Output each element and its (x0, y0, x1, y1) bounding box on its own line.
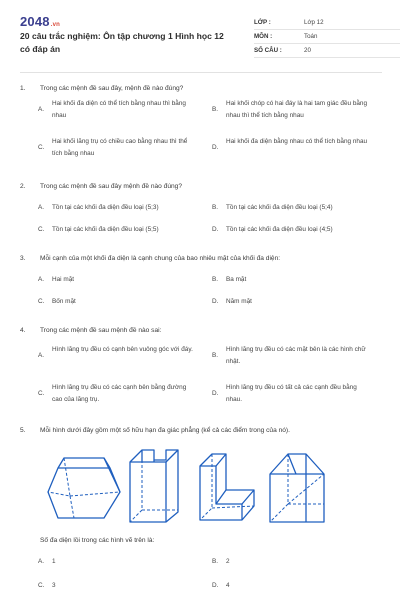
question-number: 2. (20, 183, 26, 190)
option-letter: B. (212, 352, 219, 359)
question-stem (20, 326, 382, 336)
document-header (20, 14, 382, 72)
question-5 (20, 426, 382, 442)
header-divider (20, 72, 382, 73)
page-title: 20 câu trắc nghiệm: Ôn tập chương 1 Hình học 12 có đáp án (20, 31, 224, 54)
option-letter: A. (38, 558, 45, 565)
logo-main: 2048 (20, 14, 50, 29)
question-stem (20, 84, 382, 94)
option-text: Hình lăng trụ đều có cạnh bên vuông góc với đáy. (52, 346, 193, 353)
option-text: Ba mặt (226, 276, 247, 283)
question-text: Mỗi hình dưới đây gồm một số hữu hạn đa giác phẳng (kể cả các điểm trong của nó). (40, 427, 290, 434)
option-letter: A. (38, 106, 45, 113)
question-stem (20, 426, 382, 436)
option-text: Hai khối đa diện có thể tích bằng nhau thì bằng nhau (52, 100, 186, 119)
option-letter: C. (38, 226, 45, 233)
option-letter: B. (212, 558, 219, 565)
logo-sub: .vn (50, 22, 61, 28)
frustum-figure-icon (48, 458, 120, 518)
question-number: 3. (20, 255, 26, 262)
subject-label: MÔN : (254, 33, 273, 40)
option-letter: C. (38, 582, 45, 589)
option-letter: B. (212, 204, 219, 211)
question-text: Mỗi cạnh của một khối đa diện là cạnh chung của bao nhiêu mặt của khối đa diện: (40, 255, 281, 262)
option-text: Hai khối đa diện bằng nhau có thể tích bằng nhau (226, 138, 368, 145)
question-text: Trong các mệnh đề sau đây, mệnh đề nào đúng? (40, 85, 184, 92)
option-letter: A. (38, 204, 45, 211)
option-text: 3 (52, 582, 56, 589)
class-label: LỚP : (254, 19, 271, 26)
option-text: Hình lăng trụ đều có các cạnh bên bằng đường cao của lăng trụ. (52, 384, 187, 403)
solids-figure (44, 444, 344, 526)
count-label: SỐ CÂU : (254, 47, 282, 54)
option-letter: A. (38, 352, 45, 359)
option-text: Tồn tại các khối đa diện đều loại (5;4) (226, 204, 333, 211)
option-letter: D. (212, 226, 219, 233)
option-text: Hai mặt (52, 276, 75, 283)
option-text: Hai khối chóp có hai đáy là hai tam giác đều bằng nhau thì thể tích bằng nhau (226, 100, 368, 119)
option-letter: A. (38, 276, 45, 283)
option-text: Hình lăng trụ đều có các mặt bên là các hình chữ nhật. (226, 346, 366, 365)
question-5-answers (20, 536, 382, 596)
option-text: Bốn mặt (52, 298, 76, 305)
question-text: Trong các mệnh đề sau đây mệnh đề nào đúng? (40, 183, 182, 190)
question-4 (20, 326, 382, 416)
question-number: 5. (20, 427, 26, 434)
question-3 (20, 254, 382, 314)
meta-row-subject (254, 30, 400, 44)
option-text: Tồn tại các khối đa diện đều loại (5;3) (52, 204, 159, 211)
question-number: 1. (20, 85, 26, 92)
question-stem (20, 254, 382, 264)
document-meta (254, 16, 400, 58)
cut-cube-figure-icon (270, 454, 324, 522)
question-text: Trong các mệnh đề sau mệnh đề nào sai: (40, 327, 162, 334)
option-text: Hai khối lăng trụ có chiều cao bằng nhau thì thể tích bằng nhau (52, 138, 188, 157)
question-2 (20, 182, 382, 242)
option-letter: B. (212, 276, 219, 283)
option-text: 1 (52, 558, 56, 565)
question-number: 4. (20, 327, 26, 334)
option-text: Tồn tại các khối đa diện đều loại (4;5) (226, 226, 333, 233)
notched-prism-figure-icon (130, 450, 178, 522)
question-sub-text: Số đa diện lồi trong các hình vẽ trên là: (40, 537, 155, 544)
option-text: 4 (226, 582, 230, 589)
l-shape-solid-figure-icon (200, 454, 254, 520)
option-text: Hình lăng trụ đều có tất cả các cạnh đều bằng nhau. (226, 384, 357, 403)
question-sub-stem (20, 536, 382, 546)
question-stem (20, 182, 382, 192)
option-letter: D. (212, 390, 219, 397)
question-1 (20, 84, 382, 172)
option-letter: B. (212, 106, 219, 113)
option-letter: C. (38, 390, 45, 397)
option-letter: D. (212, 582, 219, 589)
option-letter: C. (38, 298, 45, 305)
subject-value: Toán (304, 33, 318, 40)
site-logo[interactable] (20, 14, 60, 29)
meta-row-count (254, 44, 400, 58)
option-letter: C. (38, 144, 45, 151)
option-text: Tồn tại các khối đa diện đều loại (5;5) (52, 226, 159, 233)
option-letter: D. (212, 144, 219, 151)
class-value: Lớp 12 (304, 19, 324, 26)
option-letter: D. (212, 298, 219, 305)
solids-figure-svg (44, 444, 344, 526)
option-text: Năm mặt (226, 298, 252, 305)
option-text: 2 (226, 558, 230, 565)
meta-row-class (254, 16, 400, 30)
count-value: 20 (304, 47, 311, 54)
